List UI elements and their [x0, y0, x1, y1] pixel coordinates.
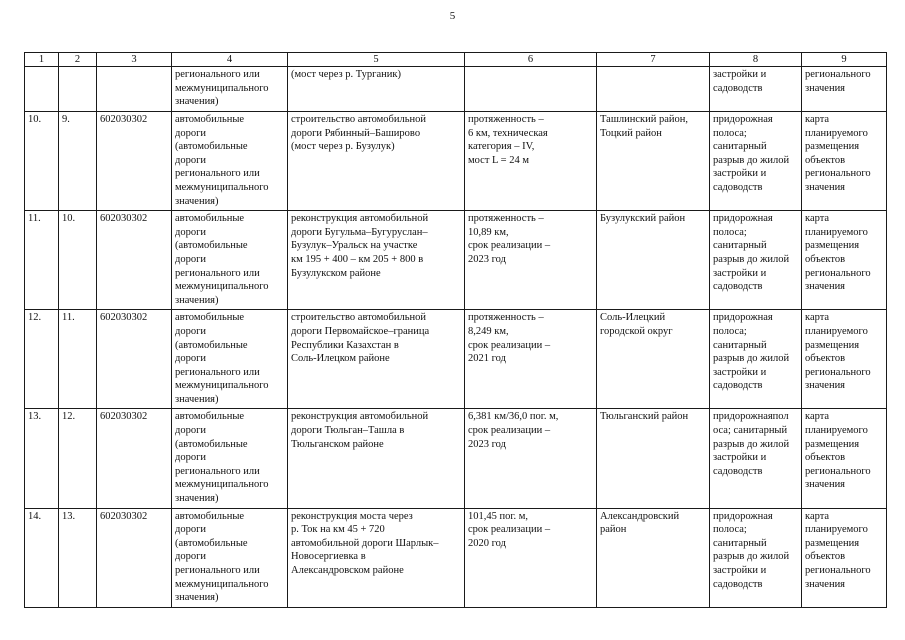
item-number-cell: 9. — [59, 112, 97, 211]
code-cell: 602030302 — [97, 409, 172, 508]
table-row — [25, 211, 887, 310]
location-cell: Соль-Илецкий городской округ — [597, 310, 710, 409]
header-cell: 6 — [465, 53, 597, 67]
description-cell: реконструкция автомобильной дороги Бугульма–Бугуруслан– Бузулук–Уральск на участке км 195 + 400 – км 205 + 800 в Бузулукском районе — [288, 211, 465, 310]
zone-cell: придорожная полоса; санитарный разрыв до жилой застройки и садоводств — [710, 112, 802, 211]
table-cell: (мост через р. Турганик) — [288, 67, 465, 112]
map-cell: карта планируемого размещения объектов регионального значения — [802, 409, 887, 508]
item-number-cell: 12. — [59, 409, 97, 508]
characteristics-cell: протяженность – 10,89 км, срок реализации – 2023 год — [465, 211, 597, 310]
location-cell: Тюльганский район — [597, 409, 710, 508]
item-number-cell: 10. — [59, 211, 97, 310]
header-cell: 9 — [802, 53, 887, 67]
zone-cell: придорожная полоса; санитарный разрыв до жилой застройки и садоводств — [710, 508, 802, 607]
page-number: 5 — [449, 10, 456, 22]
item-number-cell: 13. — [59, 508, 97, 607]
map-cell: карта планируемого размещения объектов регионального значения — [802, 211, 887, 310]
header-cell: 2 — [59, 53, 97, 67]
code-cell: 602030302 — [97, 310, 172, 409]
header-row — [25, 53, 887, 67]
table-row-continuation — [25, 67, 887, 112]
table-row — [25, 310, 887, 409]
characteristics-cell: протяженность – 8,249 км, срок реализации – 2021 год — [465, 310, 597, 409]
row-number-cell: 10. — [25, 112, 59, 211]
map-cell: карта планируемого размещения объектов регионального значения — [802, 112, 887, 211]
planning-table — [24, 52, 887, 608]
code-cell: 602030302 — [97, 508, 172, 607]
header-cell: 7 — [597, 53, 710, 67]
type-cell: автомобильные дороги (автомобильные дороги регионального или межмуниципального значения) — [172, 508, 288, 607]
description-cell: строительство автомобильной дороги Первомайское–граница Республики Казахстан в Соль-Илецком районе — [288, 310, 465, 409]
row-number-cell: 13. — [25, 409, 59, 508]
row-number-cell: 12. — [25, 310, 59, 409]
description-cell: строительство автомобильной дороги Рябинный–Баширово (мост через р. Бузулук) — [288, 112, 465, 211]
table-cell — [597, 67, 710, 112]
location-cell: Бузулукский район — [597, 211, 710, 310]
header-cell: 3 — [97, 53, 172, 67]
table-cell: регионального или межмуниципального значения) — [172, 67, 288, 112]
characteristics-cell: протяженность – 6 км, техническая категория – IV, мост L = 24 м — [465, 112, 597, 211]
table-row — [25, 409, 887, 508]
header-cell: 1 — [25, 53, 59, 67]
type-cell: автомобильные дороги (автомобильные дороги регионального или межмуниципального значения) — [172, 310, 288, 409]
description-cell: реконструкция автомобильной дороги Тюльган–Ташла в Тюльганском районе — [288, 409, 465, 508]
table-cell: застройки и садоводств — [710, 67, 802, 112]
characteristics-cell: 6,381 км/36,0 пог. м, срок реализации – 2023 год — [465, 409, 597, 508]
type-cell: автомобильные дороги (автомобильные дороги регионального или межмуниципального значения) — [172, 409, 288, 508]
characteristics-cell: 101,45 пог. м, срок реализации – 2020 год — [465, 508, 597, 607]
table-row — [25, 112, 887, 211]
table-cell — [59, 67, 97, 112]
header-cell: 8 — [710, 53, 802, 67]
header-cell: 4 — [172, 53, 288, 67]
table-row — [25, 508, 887, 607]
map-cell: карта планируемого размещения объектов регионального значения — [802, 310, 887, 409]
location-cell: Александровский район — [597, 508, 710, 607]
item-number-cell: 11. — [59, 310, 97, 409]
table-cell — [97, 67, 172, 112]
code-cell: 602030302 — [97, 211, 172, 310]
type-cell: автомобильные дороги (автомобильные дороги регионального или межмуниципального значения) — [172, 211, 288, 310]
type-cell: автомобильные дороги (автомобильные дороги регионального или межмуниципального значения) — [172, 112, 288, 211]
table-cell — [465, 67, 597, 112]
zone-cell: придорожная полоса; санитарный разрыв до жилой застройки и садоводств — [710, 211, 802, 310]
code-cell: 602030302 — [97, 112, 172, 211]
zone-cell: придорожная полоса; санитарный разрыв до жилой застройки и садоводств — [710, 310, 802, 409]
header-cell: 5 — [288, 53, 465, 67]
table-cell — [25, 67, 59, 112]
row-number-cell: 11. — [25, 211, 59, 310]
description-cell: реконструкция моста через р. Ток на км 45 + 720 автомобильной дороги Шарлык– Новосергиевка в Александровском районе — [288, 508, 465, 607]
location-cell: Ташлинский район, Тоцкий район — [597, 112, 710, 211]
table-cell: регионального значения — [802, 67, 887, 112]
zone-cell: придорожнаяпол оса; санитарный разрыв до жилой застройки и садоводств — [710, 409, 802, 508]
row-number-cell: 14. — [25, 508, 59, 607]
map-cell: карта планируемого размещения объектов регионального значения — [802, 508, 887, 607]
